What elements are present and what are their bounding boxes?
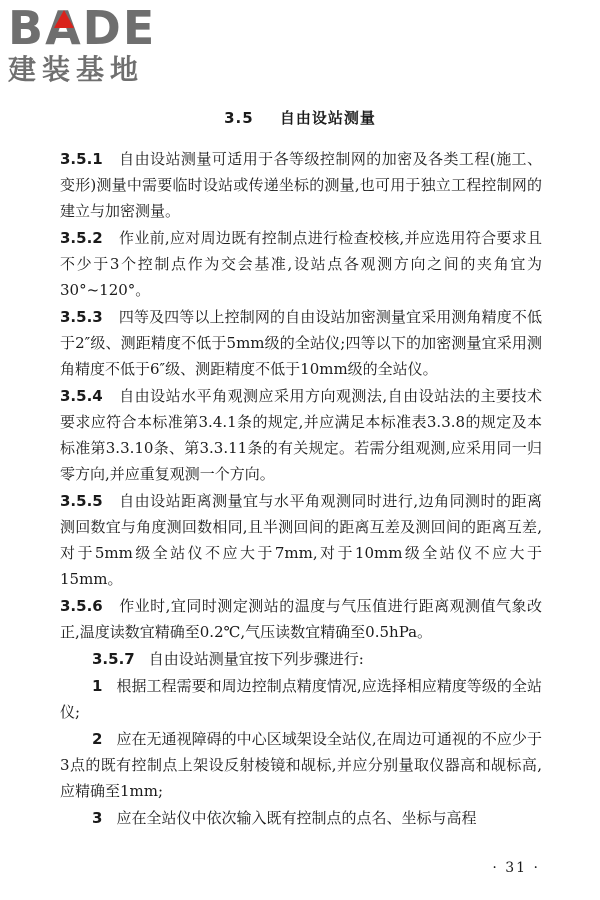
clause-text: 自由设站测量宜按下列步骤进行: (148, 650, 364, 668)
page-number: · 31 · (492, 860, 540, 876)
clause-number: 3.5.5 (60, 492, 103, 510)
logo-letter-a-glyph: A (45, 1, 83, 55)
step-2 (60, 726, 542, 804)
logo-red-triangle-icon (54, 10, 74, 28)
clause-3-5-7 (60, 646, 542, 672)
step-3 (60, 805, 542, 831)
clause-3-5-3 (60, 304, 542, 382)
clause-number: 3.5.2 (60, 229, 103, 247)
clause-text: 作业时,宜同时测定测站的温度与气压值进行距离观测值气象改正,温度读数宜精确至0.2℃,气压读数宜精确至0.5hPa。 (60, 597, 542, 641)
clause-number: 3.5.1 (60, 150, 103, 168)
clause-3-5-6 (60, 593, 542, 645)
step-number: 2 (92, 730, 103, 748)
clause-3-5-4 (60, 383, 542, 487)
clause-text: 作业前,应对周边既有控制点进行检查校核,并应选用符合要求且不少于3个控制点作为交会基准,设站点各观测方向之间的夹角宜为30°~120°。 (60, 229, 542, 299)
clause-3-5-5 (60, 488, 542, 592)
section-title (0, 107, 600, 128)
logo-letter-a (45, 1, 83, 55)
clause-number: 3.5.6 (60, 597, 103, 615)
clause-text: 自由设站距离测量宜与水平角观测同时进行,边角同测时的距离测回数宜与角度测回数相同,且半测回间的距离互差及测回间的距离互差,对于5mm级全站仪不应大于7mm,对于10mm级全站仪不应大于15mm。 (60, 492, 542, 588)
document-body (60, 146, 542, 832)
logo-letters-de: DE (82, 1, 157, 55)
clause-number: 3.5.4 (60, 387, 103, 405)
clause-text: 自由设站水平角观测应采用方向观测法,自由设站法的主要技术要求应符合本标准第3.4.1条的规定,并应满足本标准表3.3.8的规定及本标准第3.3.10条、第3.3.11条的有关规定。若需分组观测,应采用同一归零方向,并应重复观测一个方向。 (60, 387, 542, 483)
clause-3-5-1 (60, 146, 542, 224)
step-text: 根据工程需要和周边控制点精度情况,应选择相应精度等级的全站仪; (60, 677, 542, 721)
clause-number: 3.5.7 (92, 650, 135, 668)
clause-text: 自由设站测量可适用于各等级控制网的加密及各类工程(施工、变形)测量中需要临时设站或传递坐标的测量,也可用于独立工程控制网的建立与加密测量。 (60, 150, 542, 220)
section-heading: 自由设站测量 (279, 109, 376, 127)
clause-3-5-2 (60, 225, 542, 303)
step-text: 应在全站仪中依次输入既有控制点的点名、坐标与高程 (116, 809, 477, 827)
clause-number: 3.5.3 (60, 308, 103, 326)
logo-wordmark (8, 1, 188, 55)
logo-subtitle: 建装基地 (8, 53, 145, 86)
step-text: 应在无通视障碍的中心区域架设全站仪,在周边可通视的不应少于3点的既有控制点上架设反射棱镜和觇标,并应分别量取仪器高和觇标高,应精确至1mm; (60, 730, 542, 800)
brand-logo (8, 1, 188, 86)
step-1 (60, 673, 542, 725)
logo-letter-b: B (8, 1, 46, 55)
section-number: 3.5 (224, 109, 254, 127)
step-number: 3 (92, 809, 103, 827)
step-number: 1 (92, 677, 103, 695)
clause-text: 四等及四等以上控制网的自由设站加密测量宜采用测角精度不低于2″级、测距精度不低于5mm级的全站仪;四等以下的加密测量宜采用测角精度不低于6″级、测距精度不低于10mm级的全站仪。 (60, 308, 542, 378)
